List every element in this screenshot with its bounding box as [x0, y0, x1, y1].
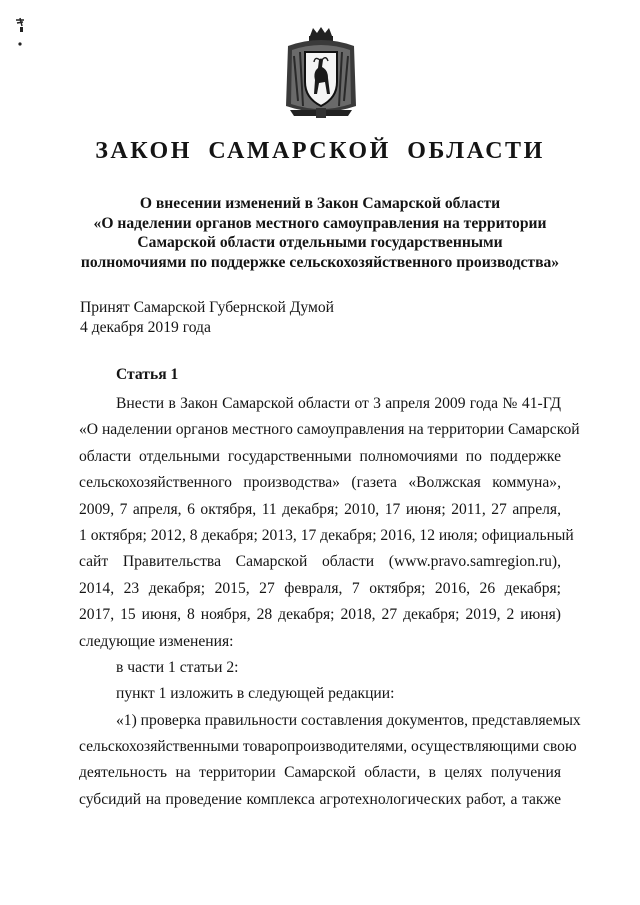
article-line: субсидий на проведение комплекса агротехнологических работ, а также: [79, 790, 561, 808]
article-line: деятельность на территории Самарской области, в целях получения: [79, 764, 561, 782]
article-line: сельскохозяйственного производства» (газета «Волжская коммуна»,: [79, 474, 561, 492]
coat-of-arms-emblem-icon: [282, 26, 360, 120]
subtitle-line: Самарской области отдельными государственными: [137, 234, 503, 251]
article-line: в части 1 статьи 2:: [116, 658, 239, 676]
article-body: [79, 391, 581, 813]
law-subtitle: [70, 194, 570, 272]
subtitle-line: «О наделении органов местного самоуправления на территории: [93, 214, 547, 232]
article-line: 2014, 23 декабря; 2015, 27 февраля, 7 октября; 2016, 26 декабря;: [79, 579, 561, 597]
article-line: 2009, 7 апреля, 6 октября, 11 декабря; 2010, 17 июня; 2011, 27 апреля,: [79, 500, 561, 518]
article-line: 2017, 15 июня, 8 ноября, 28 декабря; 2018, 27 декабря; 2019, 2 июня): [79, 606, 561, 624]
adopted-by: Принят Самарской Губернской Думой: [80, 299, 334, 316]
article-line: Внести в Закон Самарской области от 3 апреля 2009 года № 41-ГД: [116, 395, 561, 412]
article-line: 1 октября; 2012, 8 декабря; 2013, 17 декабря; 2016, 12 июля; официальный: [79, 526, 574, 544]
scan-mark-icon: [12, 14, 32, 48]
article-line: сайт Правительства Самарской области (www.pravo.samregion.ru),: [79, 553, 561, 571]
article-line: пункт 1 изложить в следующей редакции:: [116, 685, 395, 703]
article-line: сельскохозяйственными товаропроизводителями, осуществляющими свою: [79, 738, 577, 756]
adoption-date: 4 декабря 2019 года: [80, 319, 211, 336]
adoption-info: [80, 298, 334, 338]
subtitle-line: полномочиями по поддержке сельскохозяйственного производства»: [80, 253, 560, 271]
article-line: области отдельными государственными полномочиями по поддержке: [79, 447, 561, 465]
article-line: «О наделении органов местного самоуправления на территории Самарской: [79, 421, 580, 439]
article-heading: Статья 1: [116, 366, 179, 383]
article-line: следующие изменения:: [79, 632, 234, 650]
subtitle-line: О внесении изменений в Закон Самарской области: [139, 195, 501, 212]
article-line: «1) проверка правильности составления документов, представляемых: [116, 711, 581, 729]
law-title: ЗАКОН САМАРСКОЙ ОБЛАСТИ: [95, 138, 545, 164]
